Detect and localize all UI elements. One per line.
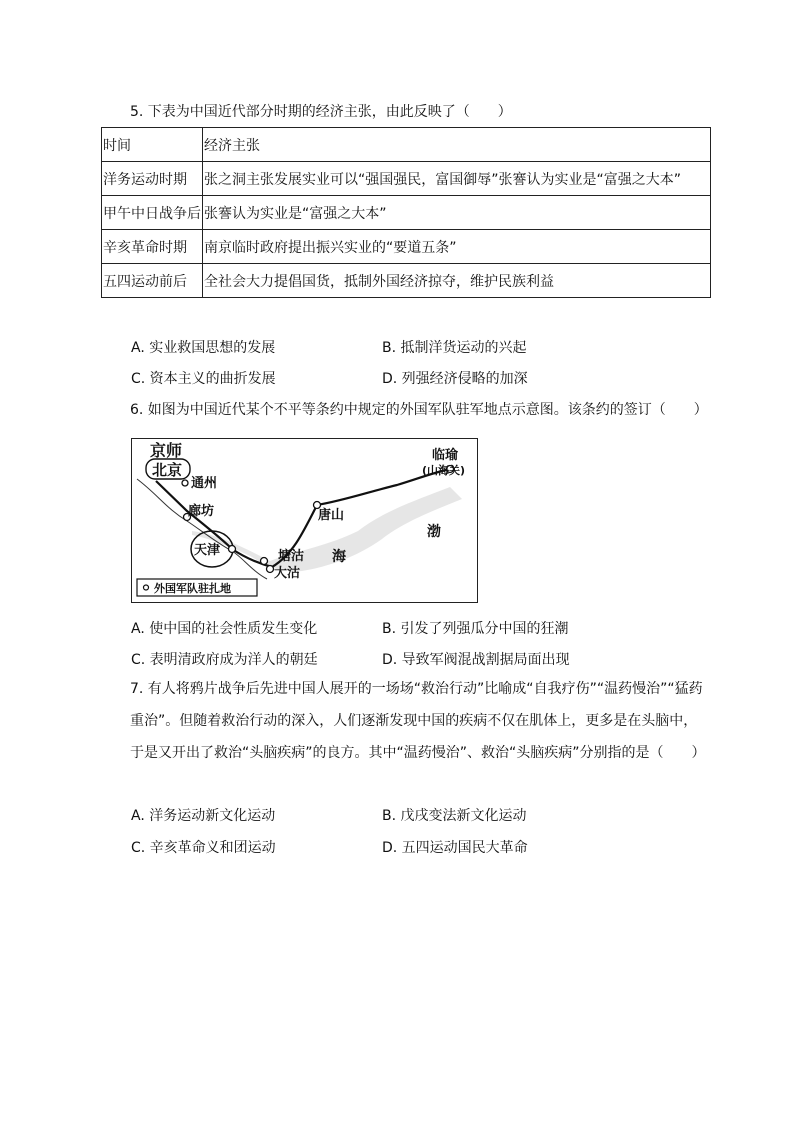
table-cell: 张謇认为实业是“富强之大本” — [203, 196, 711, 230]
table-row — [102, 196, 711, 230]
coastline — [192, 487, 462, 571]
map-label-tanggu: 塘沽 — [278, 549, 305, 564]
table-cell: 甲午中日战争后 — [102, 196, 203, 230]
map-label-linyu: 临瑜 — [432, 448, 459, 463]
table-cell: 南京临时政府提出振兴实业的“要道五条” — [203, 230, 711, 264]
q6-option-d[interactable]: D. 导致军阀混战割据局面出现 — [382, 652, 570, 668]
economic-proposals-table — [101, 127, 711, 298]
q7-option-d[interactable]: D. 五四运动国民大革命 — [382, 840, 528, 856]
q5-stem: 5. 下表为中国近代部分时期的经济主张，由此反映了（ ） — [130, 104, 512, 120]
station-dot — [267, 566, 274, 573]
q6-option-c[interactable]: C. 表明清政府成为洋人的朝廷 — [131, 652, 318, 668]
map-label-beijing: 北京 — [152, 461, 183, 479]
table-cell: 洋务运动时期 — [102, 162, 203, 196]
q6-option-b[interactable]: B. 引发了列强瓜分中国的狂潮 — [382, 621, 569, 637]
garrison-map — [131, 438, 478, 603]
q7-option-b[interactable]: B. 戊戌变法新文化运动 — [382, 808, 527, 824]
q7-option-c[interactable]: C. 辛亥革命义和团运动 — [131, 840, 276, 856]
map-label-shanhaiguan: (山海关) — [422, 464, 466, 477]
table-header-row — [102, 128, 711, 162]
table-cell: 辛亥革命时期 — [102, 230, 203, 264]
q5-option-b[interactable]: B. 抵制洋货运动的兴起 — [382, 340, 527, 356]
map-label-langfang: 廊坊 — [188, 504, 215, 519]
map-label-tangshan: 唐山 — [318, 508, 345, 523]
map-label-tongzhou: 通州 — [191, 476, 218, 491]
legend-marker-icon — [144, 585, 149, 590]
river — [137, 479, 267, 579]
table-row — [102, 264, 711, 298]
q7-stem: 7. 有人将鸦片战争后先进中国人展开的一场场“救治行动”比喻成“自我疗伤”“温药慢治”“猛药重治”。但随着救治行动的深入，人们逐渐发现中国的疾病不仅在肌体上，更多是在头脑中，于是又开出了救治“头脑疾病”的良方。其中“温药慢治”、救治“头脑疾病”分别指的是（ ） — [130, 681, 706, 761]
station-dot — [182, 480, 188, 486]
table-cell: 全社会大力提倡国货，抵制外国经济掠夺，维护民族利益 — [203, 264, 711, 298]
map-label-dagu: 大沽 — [274, 566, 301, 581]
q5-option-c[interactable]: C. 资本主义的曲折发展 — [131, 371, 276, 387]
table-cell: 张之洞主张发展实业可以“强国强民，富国御辱”张謇认为实业是“富强之大本” — [203, 162, 711, 196]
station-dot — [261, 558, 268, 565]
table-row — [102, 162, 711, 196]
legend-label: 外国军队驻扎地 — [154, 582, 231, 595]
q5-option-a[interactable]: A. 实业救国思想的发展 — [131, 340, 276, 356]
map-label-sea-bo: 渤 — [427, 524, 441, 540]
q5-option-d[interactable]: D. 列强经济侵略的加深 — [382, 371, 528, 387]
map-label-tianjin: 天津 — [194, 543, 221, 558]
q6-option-a[interactable]: A. 使中国的社会性质发生变化 — [131, 621, 318, 637]
map-label-capital: 京师 — [150, 441, 183, 460]
station-dot — [229, 546, 236, 553]
table-row — [102, 230, 711, 264]
table-header: 经济主张 — [203, 128, 711, 162]
q6-stem: 6. 如图为中国近代某个不平等条约中规定的外国军队驻军地点示意图。该条约的签订（ ） — [130, 402, 708, 418]
map-label-sea-hai: 海 — [332, 549, 346, 565]
table-cell: 五四运动前后 — [102, 264, 203, 298]
q7-option-a[interactable]: A. 洋务运动新文化运动 — [131, 808, 276, 824]
table-header: 时间 — [102, 128, 203, 162]
